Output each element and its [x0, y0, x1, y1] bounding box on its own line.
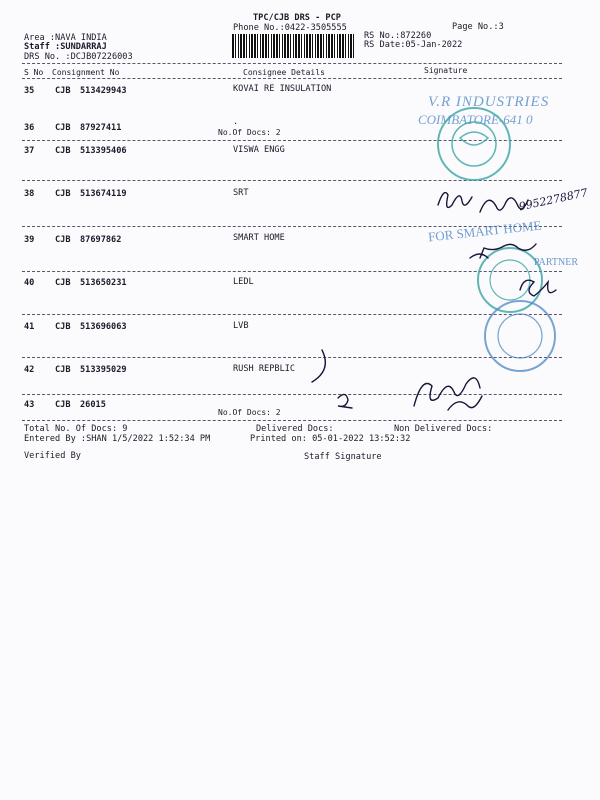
row-docs-count: No.Of Docs: 2	[218, 128, 281, 137]
document-title: TPC/CJB DRS - PCP	[253, 13, 341, 23]
divider	[22, 226, 562, 227]
row-consignment: 513696063	[80, 322, 127, 332]
row-consignee: KOVAI RE INSULATION	[233, 84, 332, 94]
row-branch: CJB	[55, 322, 71, 332]
page-number: Page No.:3	[452, 22, 504, 32]
row-consignment: 26015	[80, 400, 106, 410]
row-consignment: 513395029	[80, 365, 127, 375]
row-consignee: LEDL	[233, 277, 254, 287]
row-consignment: 87697862	[80, 235, 122, 245]
column-sno: S No	[24, 68, 44, 77]
row-branch: CJB	[55, 278, 71, 288]
vr-industries-stamp	[418, 94, 549, 127]
divider	[22, 394, 562, 395]
row-branch: CJB	[55, 189, 71, 199]
row-branch: CJB	[55, 235, 71, 245]
barcode	[232, 34, 354, 58]
row-consignment: 513674119	[80, 189, 127, 199]
total-docs: Total No. Of Docs: 9	[24, 424, 128, 434]
round-stamp-icon	[438, 108, 510, 180]
row-consignee: VISWA ENGG	[233, 145, 285, 155]
row-serial: 35	[24, 86, 35, 96]
row-branch: CJB	[55, 400, 71, 410]
row-serial: 40	[24, 278, 35, 288]
entered-by: Entered By :SHAN 1/5/2022 1:52:34 PM	[24, 434, 211, 444]
round-stamp-icon	[485, 301, 555, 371]
staff-label: Staff :SUNDARRAJ	[24, 42, 107, 52]
divider	[22, 180, 562, 181]
stamp-text-line1: V.R INDUSTRIES	[428, 94, 550, 110]
row-branch: CJB	[55, 123, 71, 133]
row-branch: CJB	[55, 365, 71, 375]
row-consignment: 513650231	[80, 278, 127, 288]
row-serial: 43	[24, 400, 35, 410]
row-branch: CJB	[55, 86, 71, 96]
non-delivered-docs: Non Delivered Docs:	[394, 424, 493, 434]
divider	[22, 420, 562, 421]
delivered-docs: Delivered Docs:	[256, 424, 334, 434]
row-serial: 38	[24, 189, 35, 199]
partner-stamp: PARTNER	[534, 257, 579, 268]
column-signature: Signature	[424, 66, 468, 75]
divider	[22, 63, 562, 64]
staff-signature-label: Staff Signature	[304, 452, 382, 462]
row-serial: 41	[24, 322, 35, 332]
column-consignee: Consignee Details	[243, 68, 325, 77]
rs-date: RS Date:05-Jan-2022	[364, 40, 463, 50]
rs-number: RS No.:872260	[364, 31, 432, 41]
smart-home-stamp: FOR SMART HOME	[427, 217, 543, 245]
row-serial: 37	[24, 146, 35, 156]
row-consignee: LVB	[233, 321, 249, 331]
row-branch: CJB	[55, 146, 71, 156]
row-serial: 36	[24, 123, 35, 133]
handwritten-phone: 9952278877	[517, 186, 589, 214]
row-serial: 39	[24, 235, 35, 245]
row-consignee: .	[233, 117, 239, 127]
round-stamp-icon	[478, 248, 542, 312]
printed-on: Printed on: 05-01-2022 13:52:32	[250, 434, 411, 444]
area-label: Area :NAVA INDIA	[24, 33, 107, 43]
drs-number: DRS No. :DCJB07226003	[24, 52, 133, 62]
row-consignee: SRT	[233, 188, 249, 198]
divider	[22, 314, 562, 315]
verified-by: Verified By	[24, 451, 81, 461]
row-consignment: 87927411	[80, 123, 122, 133]
divider	[22, 78, 562, 79]
row-consignee: SMART HOME	[233, 233, 285, 243]
divider	[22, 140, 562, 141]
row-consignment: 513429943	[80, 86, 127, 96]
divider	[22, 271, 562, 272]
column-consignment: Consignment No	[52, 68, 120, 77]
phone-number: Phone No.:0422-3505555	[233, 23, 347, 33]
stamp-text-line2: COIMBATORE-641 0	[418, 112, 533, 127]
divider	[22, 357, 562, 358]
row-consignee: RUSH REPBLIC	[233, 364, 296, 374]
row-docs-count: No.Of Docs: 2	[218, 408, 281, 417]
row-consignment: 513395406	[80, 146, 127, 156]
row-serial: 42	[24, 365, 35, 375]
